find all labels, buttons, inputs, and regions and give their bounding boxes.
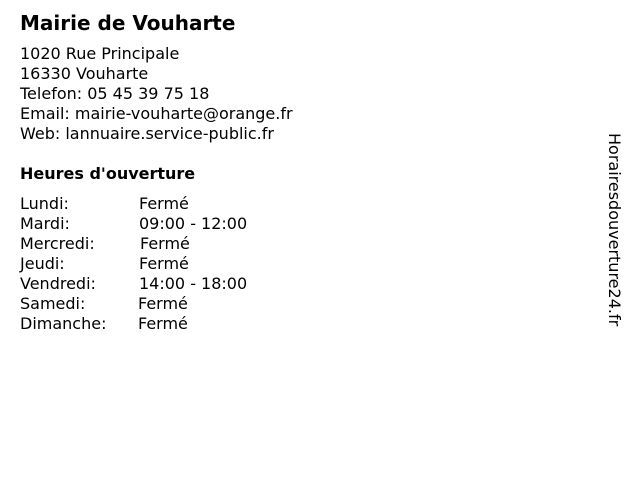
street-address: 1020 Rue Principale — [20, 44, 180, 63]
hours-row-monday — [20, 194, 247, 214]
hours-row-friday — [20, 274, 247, 294]
day-label: Mardi: — [20, 214, 70, 233]
day-label: Mercredi: — [20, 234, 95, 253]
day-label: Vendredi: — [20, 274, 96, 293]
hours-row-saturday — [20, 294, 247, 314]
opening-hours-table — [20, 194, 247, 334]
day-label: Dimanche: — [20, 314, 107, 333]
day-hours: Fermé — [138, 294, 188, 313]
day-label: Samedi: — [20, 294, 86, 313]
hours-row-tuesday — [20, 214, 247, 234]
site-watermark: Horairesdouverture24.fr — [605, 133, 624, 327]
day-hours: 14:00 - 18:00 — [139, 274, 248, 293]
hours-row-thursday — [20, 254, 247, 274]
hours-row-wednesday — [20, 234, 247, 254]
website-address: Web: lannuaire.service-public.fr — [20, 124, 274, 143]
day-hours: Fermé — [139, 254, 189, 273]
day-hours: 09:00 - 12:00 — [139, 214, 248, 233]
day-label: Jeudi: — [20, 254, 65, 273]
day-hours: Fermé — [138, 314, 188, 333]
address-block — [20, 44, 293, 144]
opening-hours-heading: Heures d'ouverture — [20, 164, 196, 183]
email-address: Email: mairie-vouharte@orange.fr — [20, 104, 293, 123]
phone-number: Telefon: 05 45 39 75 18 — [20, 84, 210, 103]
day-hours: Fermé — [139, 194, 189, 213]
day-hours: Fermé — [140, 234, 190, 253]
city-postal-code: 16330 Vouharte — [20, 64, 149, 83]
hours-row-sunday — [20, 314, 247, 334]
day-label: Lundi: — [20, 194, 69, 213]
page-title: Mairie de Vouharte — [20, 11, 236, 35]
